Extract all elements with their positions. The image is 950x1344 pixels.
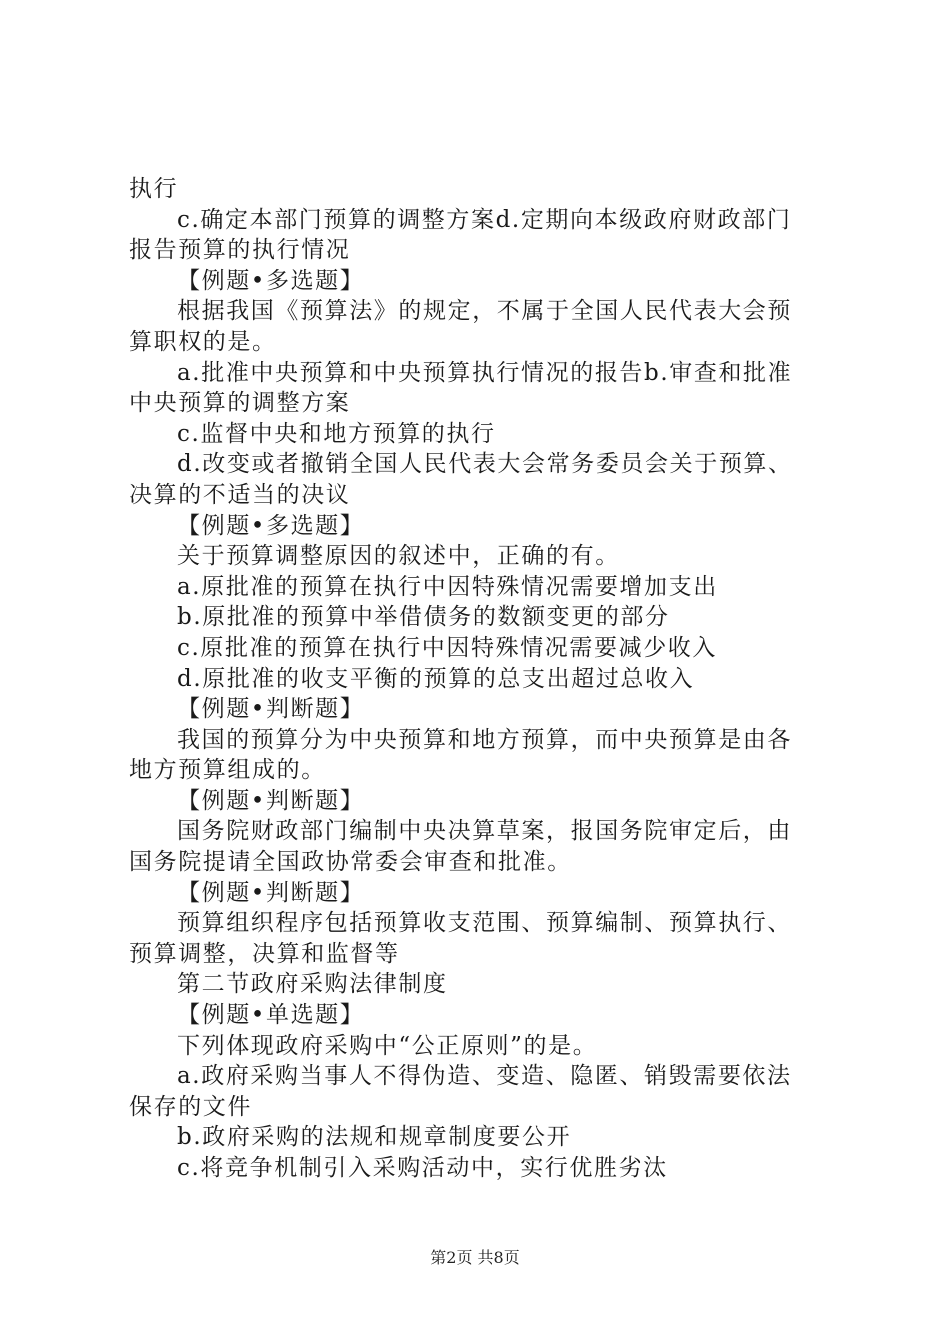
text-line: c.将竞争机制引入采购活动中，实行优胜劣汰 (177, 1155, 668, 1181)
text-line: 决算的不适当的决议 (129, 481, 351, 508)
text-line: 【例题•多选题】 (177, 267, 365, 294)
text-line: 【例题•多选题】 (177, 512, 365, 539)
text-line: c.确定本部门预算的调整方案d.定期向本级政府财政部门 (177, 206, 792, 233)
text-line: 国务院财政部门编制中央决算草案，报国务院审定后，由 (177, 818, 792, 845)
text-line: 国务院提请全国政协常委会审查和批准。 (129, 849, 572, 876)
text-line: d.改变或者撤销全国人民代表大会常务委员会关于预算、 (177, 451, 793, 478)
text-line: 根据我国《预算法》的规定，不属于全国人民代表大会预 (177, 298, 792, 325)
page-footer: 第2页 共8页 (430, 1248, 520, 1267)
text-line: 地方预算组成的。 (129, 757, 326, 784)
text-line: 【例题•判断题】 (177, 879, 365, 906)
text-line: 【例题•单选题】 (177, 1002, 365, 1029)
text-line: 执行 (129, 176, 179, 202)
text-line: 【例题•判断题】 (177, 696, 365, 723)
text-line: 预算组织程序包括预算收支范围、预算编制、预算执行、 (177, 910, 792, 937)
text-line: 报告预算的执行情况 (129, 237, 351, 264)
text-line: 第二节政府采购法律制度 (177, 971, 448, 998)
text-line: 保存的文件 (129, 1093, 252, 1120)
text-line: c.监督中央和地方预算的执行 (177, 420, 496, 447)
text-line: b.原批准的预算中举借债务的数额变更的部分 (177, 604, 670, 631)
text-line: 下列体现政府采购中“公正原则”的是。 (177, 1032, 598, 1059)
text-line: a.政府采购当事人不得伪造、变造、隐匿、销毁需要依法 (177, 1063, 792, 1090)
text-line: 预算调整，决算和监督等 (129, 940, 400, 967)
text-line: 中央预算的调整方案 (129, 390, 351, 417)
text-line: 关于预算调整原因的叙述中，正确的有。 (177, 543, 620, 570)
text-line: a.原批准的预算在执行中因特殊情况需要增加支出 (177, 573, 718, 600)
text-line: a.批准中央预算和中央预算执行情况的报告b.审查和批准 (177, 359, 793, 386)
text-line: 我国的预算分为中央预算和地方预算，而中央预算是由各 (177, 726, 792, 753)
text-line: d.原批准的收支平衡的预算的总支出超过总收入 (177, 665, 695, 692)
text-line: c.原批准的预算在执行中因特殊情况需要减少收入 (177, 634, 717, 661)
text-line: 【例题•判断题】 (177, 787, 365, 814)
text-line: b.政府采购的法规和规章制度要公开 (177, 1124, 572, 1151)
document-body (129, 174, 831, 1184)
text-line: 算职权的是。 (129, 328, 277, 355)
